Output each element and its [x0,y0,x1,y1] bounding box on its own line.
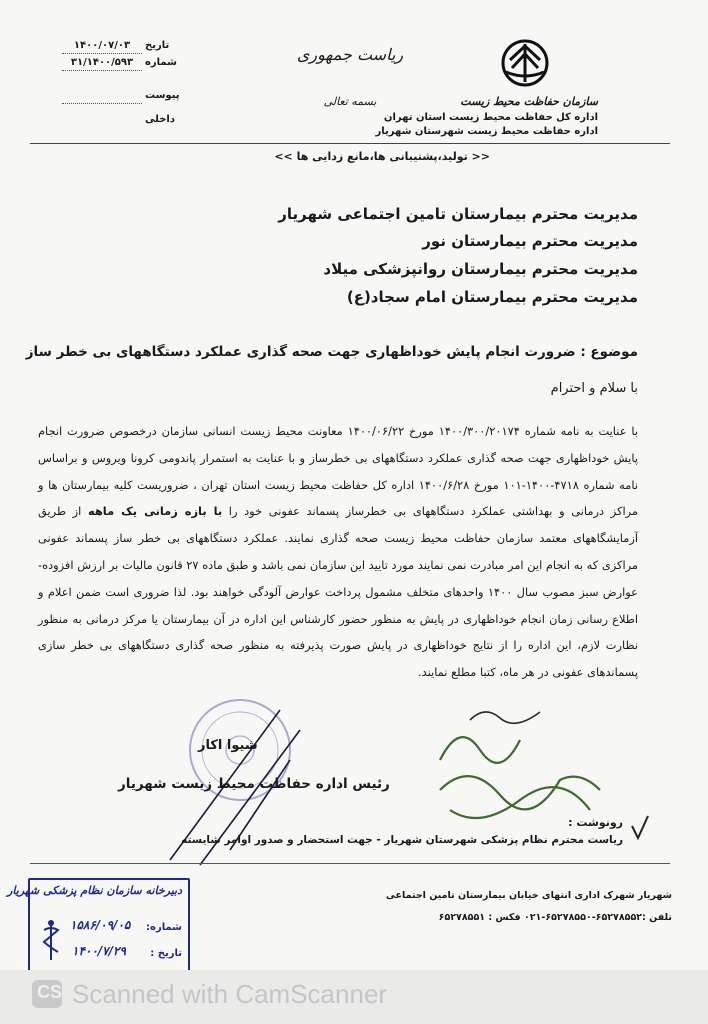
registration-stamp-title: دبیرخانه سازمان نظام پزشکی شهریار [7,884,182,897]
footer-divider [30,863,670,864]
presidency-title: ریاست جمهوری [296,45,404,64]
camscanner-logo-icon: CS [32,980,62,1008]
registration-date: ۱۴۰۰/۷/۲۹ [72,944,126,958]
cc-line: ریاست محترم نظام پزشکی شهرستان شهریار - جهت استحضار و صدور اوامر شایسته [181,834,623,846]
recipient-4: مدیریت محترم بیمارستان امام سجاد(ع) [346,288,638,306]
registration-number-label: شماره: [146,922,182,933]
cc-label: رونوشت : [568,816,623,829]
attachment-label: پیوست [145,90,180,101]
internal-row [0,114,200,130]
number-underline [62,70,142,71]
letter-date-row [0,40,200,56]
body-part-2: از طریق آزمایشگاههای معتمد سازمان حفاظت محیط زیست صحه گذاری نمایند. عملکرد دستگاههای بی خطر ساز پسماند عفونی مراکزی که به انجام این امر مبادرت نمی نمایند مورد تایید این سازمان نمی باشد و طبق ماده ۲۷ قانون مالیات بر ارزش افزوده- عوارض سبز مصوب سال ۱۴۰۰ واحدهای متخلف مشمول پرداخت عوارض آلودگی خواهند بود. لذا ضروری است ضمن اعلام و اطلاع رسانی زمان انجام خوداظهاری در پایش به منظور حضور کارشناس این اداره در آن بیمارستان یا مرکز درمانی به منظور نظارت لازم، این اداره را از نتایج خوداظهاری در پایش صورت پذیرفته به منظور صحه گذاری دستگاههای بی خطر سازی پسماندهای عفونی در هر ماه، کتبا مطلع نمایند. [38,504,639,680]
date-value: ۱۴۰۰/۰۷/۰۳ [73,40,131,51]
org-provincial-office: اداره کل حفاظت محیط زیست استان تهران [383,112,598,123]
watermark-text: Scanned with CamScanner [72,979,388,1009]
greeting: با سلام و احترام [550,381,638,396]
checkmark-icon [628,812,652,842]
header-divider [30,143,670,144]
year-slogan: << تولید،پشتیبانی ها،مانع زدایی ها >> [274,150,490,163]
internal-label: داخلی [145,114,175,125]
number-value: ۳۱/۱۴۰۰/۵۹۳ [70,57,134,68]
org-county-office: اداره حفاظت محیط زیست شهرستان شهریار [375,126,598,137]
org-name: سازمان حفاظت محیط زیست [460,95,598,108]
letter-body [38,418,638,686]
recipient-1: مدیریت محترم بیمارستان تامین اجتماعی شهریار [278,205,638,223]
body-emphasis: با بازه زمانی یک ماهه [88,504,223,519]
recipient-3: مدیریت محترم بیمارستان روانپزشکی میلاد [323,260,638,278]
number-label: شماره [145,57,177,68]
registration-stamp [7,878,190,974]
body-part-1: با عنایت به نامه شماره ۱۴۰۰/۳۰۰/۲۰۱۷۴ مورخ ۱۴۰۰/۰۶/۲۲ معاونت محیط زیست انسانی سازمان درخصوص ضرورت انجام پایش خوداظهاری جهت صحه گذاری عملکرد دستگاههای بی خطرساز و با عنایت به استمرار پاندومی کرونا ویروس و براساس نامه شماره ۴۷۱۸-۱۴۰۰-۱۰۱ مورخ ۱۴۰۰/۶/۲۸ اداره کل حفاظت محیط زیست استان تهران ، ضروریست کلیه بیمارستان ها و مراکز درمانی و بهداشتی عملکرد دستگاههای بی خطرساز پسماند عفونی خود را [38,424,638,519]
recipient-2: مدیریت محترم بیمارستان نور [422,232,638,250]
scanner-watermark [0,970,708,1024]
medical-council-emblem-icon [36,918,66,964]
date-underline [62,53,142,54]
attachment-underline [62,103,142,104]
signatory-title: رئیس اداره حفاظت محیط زیست شهریار [118,776,390,792]
attachment-row [0,90,200,106]
footer-address: شهریار شهرک اداری انتهای خیابان بیمارستان تامین اجتماعی [385,890,672,901]
letter-number-row [0,57,200,73]
bismillah-text: بسمه تعالی [323,95,377,108]
signatory-name: شیوا اکار [198,738,258,753]
registration-date-label: تاریخ : [150,948,182,959]
date-label: تاریخ [145,40,170,51]
registration-number: ۱۵۸۶/۰۹/۰۵ [70,918,131,932]
footer-phones: تلفن :۶۵۲۷۸۵۵۲-۶۵۲۷۸۵۵۰-۰۲۱ فکس : ۶۵۲۷۸۵۵۱ [438,912,672,923]
environment-org-logo-icon [500,38,550,88]
letter-subject: موضوع : ضرورت انجام پایش خوداظهاری جهت صحه گذاری عملکرد دستگاههای بی خطر ساز [25,344,638,360]
